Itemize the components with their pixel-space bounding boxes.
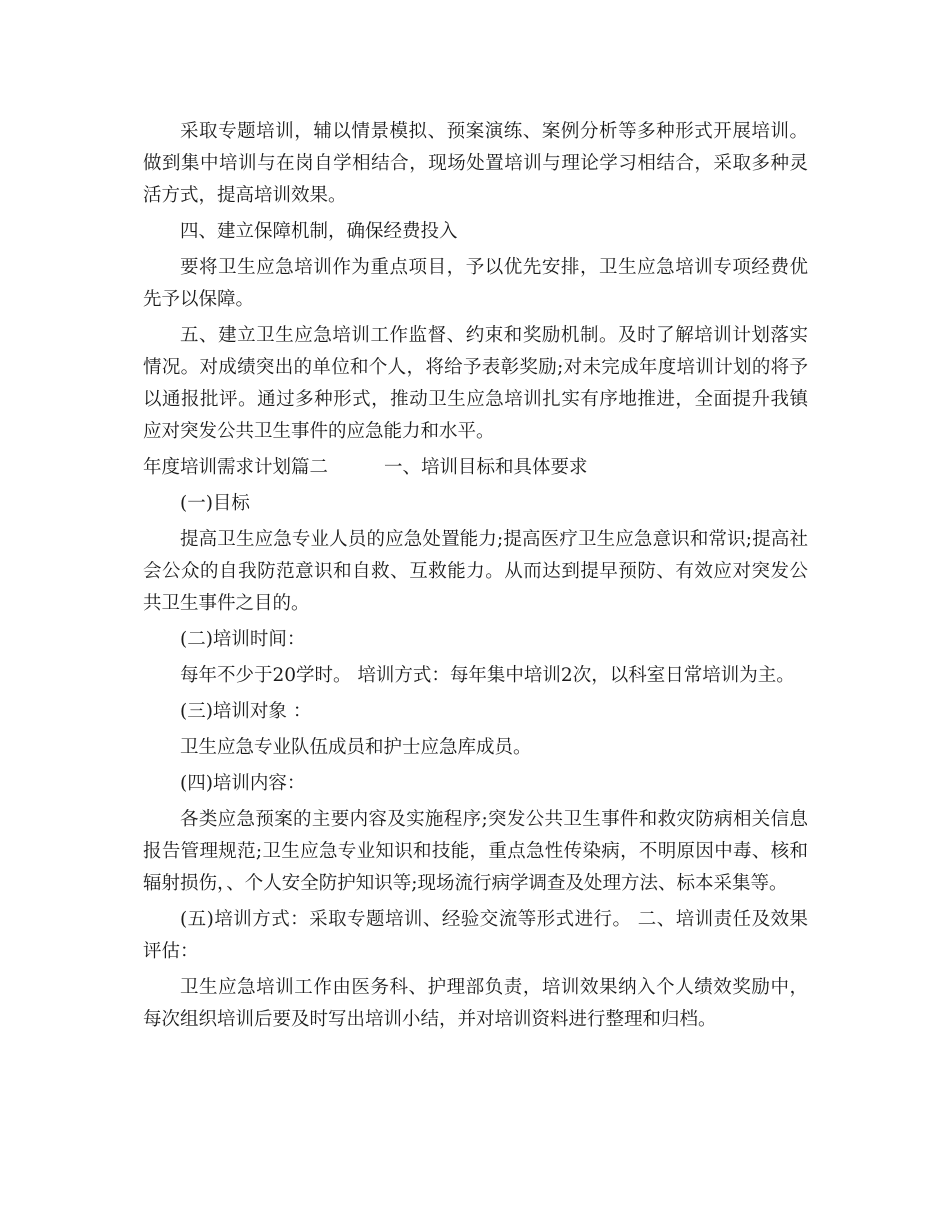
paragraph-training-content: 各类应急预案的主要内容及实施程序;突发公共卫生事件和救灾防病相关信息报告管理规范;卫生应急专业知识和技能，重点急性传染病，不明原因中毒、核和辐射损伤，、个人安全防护知识等;现场流行病学调查及处理方法、标本采集等。	[143, 809, 808, 894]
subheading-training-content: (四)培训内容：	[180, 773, 306, 794]
paragraph-responsibility: 卫生应急培训工作由医务科、护理部负责，培训效果纳入个人绩效奖励中，每次组织培训后要及时写出培训小结，并对培训资料进行整理和归档。	[143, 977, 808, 1030]
subheading-training-time: (二)培训时间：	[180, 629, 306, 650]
subheading-goal: (一)目标	[180, 493, 250, 514]
paragraph-training-methods: 采取专题培训，辅以情景模拟、预案演练、案例分析等多种形式开展培训。做到集中培训与在岗自学相结合，现场处置培训与理论学习相结合，采取多种灵活方式，提高培训效果。	[143, 121, 808, 206]
section-title-part-two	[143, 452, 808, 484]
paragraph-funding: 要将卫生应急培训作为重点项目，予以优先安排，卫生应急培训专项经费优先予以保障。	[143, 257, 808, 310]
paragraph-training-time: 每年不少于20学时。 培训方式：每年集中培训2次，以科室日常培训为主。	[180, 665, 795, 686]
paragraph-training-format: (五)培训方式：采取专题培训、经验交流等形式进行。 二、培训责任及效果评估：	[143, 909, 808, 962]
subheading-training-target: (三)培训对象 ：	[180, 701, 312, 722]
paragraph-supervision: 五、建立卫生应急培训工作监督、约束和奖励机制。及时了解培训计划落实情况。对成绩突出的单位和个人，将给予表彰奖励;对未完成年度培训计划的将予以通报批评。通过多种形式，推动卫生应急培训扎实有序地推进，全面提升我镇应对突发公共卫生事件的应急能力和水平。	[143, 325, 808, 442]
part-two-title: 年度培训需求计划篇二	[143, 457, 329, 478]
paragraph-training-target: 卫生应急专业队伍成员和护士应急库成员。	[180, 737, 532, 758]
section-heading-funding: 四、建立保障机制，确保经费投入	[180, 221, 458, 242]
paragraph-goal: 提高卫生应急专业人员的应急处置能力;提高医疗卫生应急意识和常识;提高社会公众的自我防范意识和自救、互救能力。从而达到提早预防、有效应对突发公共卫生事件之目的。	[143, 529, 808, 614]
section-heading-goals: 一、培训目标和具体要求	[384, 457, 588, 478]
document-body	[143, 116, 808, 1040]
